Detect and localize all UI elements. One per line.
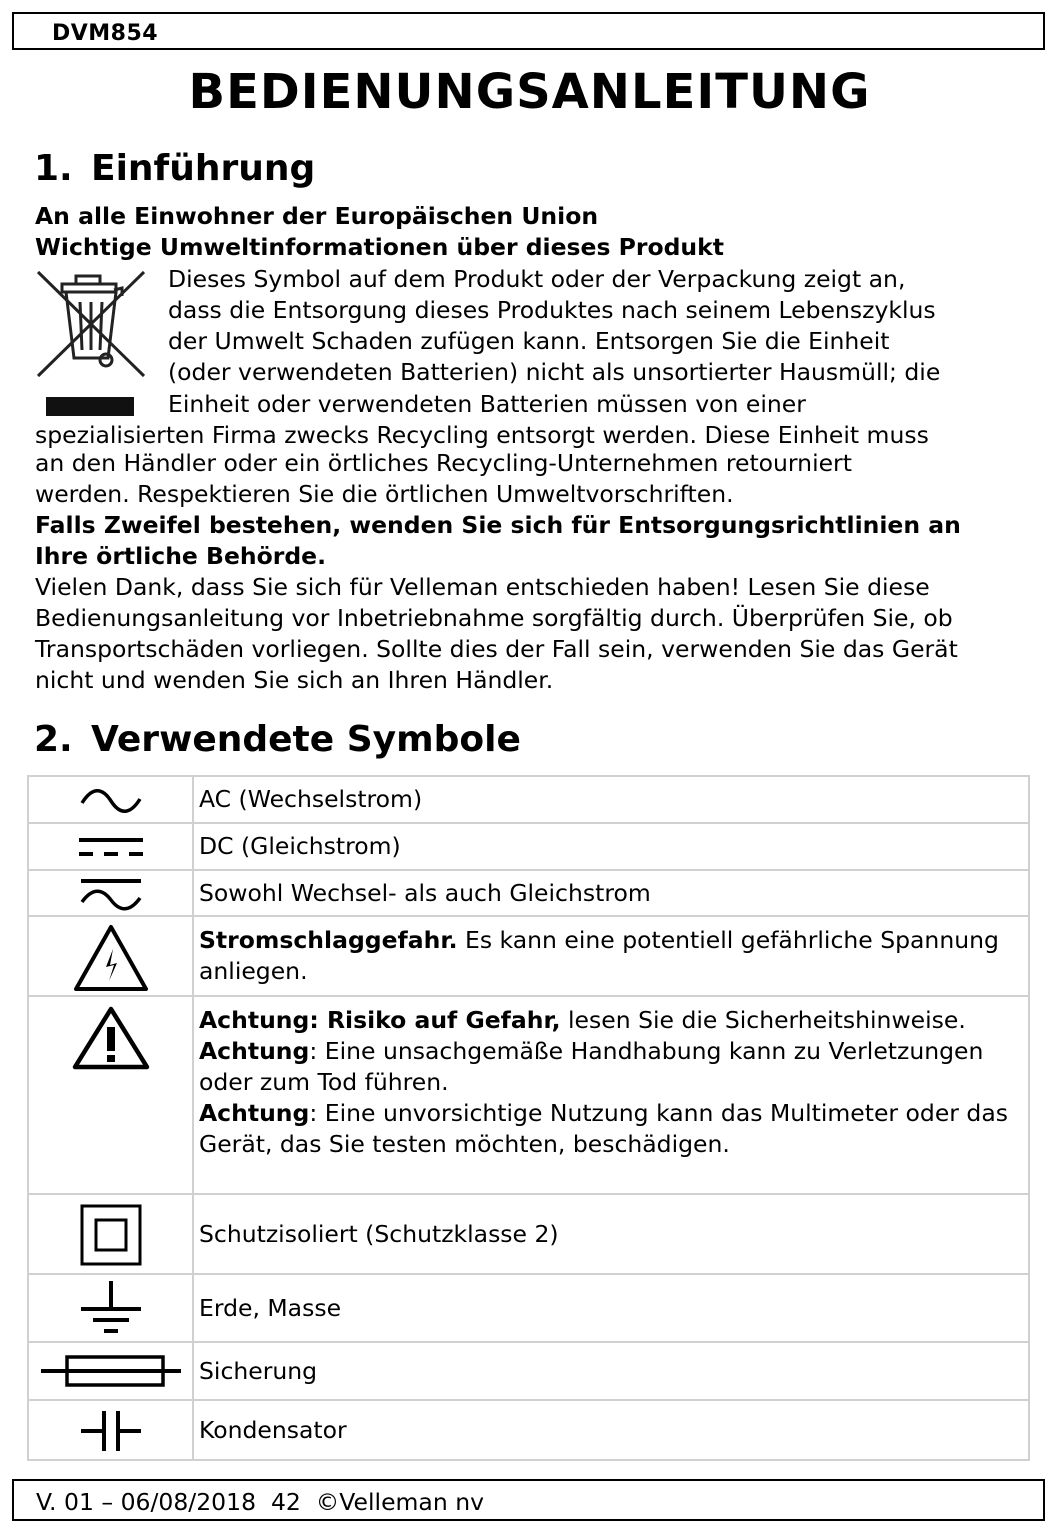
double-insulation-icon [79, 1203, 143, 1267]
dc-icon [75, 830, 147, 866]
symbol-cell [28, 1342, 193, 1400]
symbol-cell [28, 996, 193, 1194]
eu-residents-line: An alle Einwohner der Europäischen Union [35, 202, 599, 230]
symbol-description: DC (Gleichstrom) [193, 823, 1029, 870]
symbol-cell [28, 1194, 193, 1274]
table-row [28, 1342, 1029, 1400]
symbol-description: AC (Wechselstrom) [193, 776, 1029, 823]
symbol-cell [28, 823, 193, 870]
fuse-icon [41, 1351, 181, 1391]
footer-box [12, 1479, 1045, 1521]
table-row [28, 996, 1029, 1194]
section-1-title: Einführung [91, 148, 316, 189]
symbol-description: Sowohl Wechsel- als auch Gleichstrom [193, 870, 1029, 916]
weee-text-line: dass die Entsorgung dieses Produktes nach seinem Lebenszyklus [168, 296, 936, 324]
disposal-doubt-note: Falls Zweifel bestehen, wenden Sie sich für Entsorgungsrichtlinien an Ihre örtliche Behörde. [35, 511, 961, 570]
section-2-heading [34, 719, 521, 760]
table-row [28, 1274, 1029, 1342]
symbol-cell [28, 1400, 193, 1460]
table-row [28, 1400, 1029, 1460]
section-1-heading [34, 148, 315, 189]
ac-dc-icon [76, 874, 146, 914]
section-1-number: 1. [34, 148, 73, 189]
shock-text: Es kann eine potentiell gefährliche Spannung anliegen. [199, 926, 999, 985]
symbol-description [193, 996, 1029, 1194]
warning-line-2 [199, 1036, 1028, 1098]
weee-text-line: der Umwelt Schaden zufügen kann. Entsorgen Sie die Einheit [168, 327, 890, 355]
model-number: DVM854 [52, 21, 159, 46]
warning-bold-label: Achtung [199, 1099, 310, 1127]
section-2-number: 2. [34, 719, 73, 760]
weee-text-line: spezialisierten Firma zwecks Recycling entsorgt werden. Diese Einheit muss [35, 421, 929, 449]
symbol-cell [28, 776, 193, 823]
section-2-title: Verwendete Symbole [91, 719, 521, 760]
warning-text: lesen Sie die Sicherheitshinweise. [560, 1006, 966, 1034]
symbol-cell [28, 1274, 193, 1342]
environment-info-line: Wichtige Umweltinformationen über dieses Produkt [35, 233, 725, 261]
table-row [28, 870, 1029, 916]
warning-text: : Eine unsachgemäße Handhabung kann zu Verletzungen oder zum Tod führen. [199, 1037, 984, 1096]
weee-text-line: Einheit oder verwendeten Batterien müssen von einer [168, 390, 806, 418]
shock-bold-label: Stromschlaggefahr. [199, 926, 458, 954]
warning-text: : Eine unvorsichtige Nutzung kann das Multimeter oder das Gerät, das Sie testen möchten, beschädigen. [199, 1099, 1008, 1158]
capacitor-icon [81, 1409, 141, 1453]
ground-icon [79, 1279, 143, 1339]
symbols-table [27, 775, 1030, 1461]
document-title: BEDIENUNGSANLEITUNG [188, 64, 871, 120]
warning-bold-label: Achtung [199, 1037, 310, 1065]
table-row [28, 823, 1029, 870]
table-row [28, 1194, 1029, 1274]
warning-line-3 [199, 1098, 1028, 1160]
warning-line-1 [199, 1005, 1028, 1036]
table-row [28, 776, 1029, 823]
symbol-description: Kondensator [193, 1400, 1029, 1460]
symbol-description: Schutzisoliert (Schutzklasse 2) [193, 1194, 1029, 1274]
table-row [28, 916, 1029, 996]
symbol-description [193, 916, 1029, 996]
footer-text: V. 01 – 06/08/2018 42 ©Velleman nv [36, 1488, 484, 1516]
symbol-description: Sicherung [193, 1342, 1029, 1400]
thanks-paragraph: Vielen Dank, dass Sie sich für Velleman entschieden haben! Lesen Sie diese Bedienungsanleitung vor Inbetriebnahme sorgfältig durch. Überprüfen Sie, ob Transportschäden vorliegen. Sollte dies der Fall sein, verwenden Sie das Gerät nicht und wenden Sie sich an Ihren Händler. [35, 573, 958, 694]
weee-text-line: werden. Respektieren Sie die örtlichen Umweltvorschriften. [35, 480, 734, 508]
symbol-cell [28, 870, 193, 916]
header-box [12, 12, 1045, 50]
symbol-cell [28, 916, 193, 996]
warning-bold-label: Achtung: Risiko auf Gefahr, [199, 1006, 561, 1034]
weee-text-line: Dieses Symbol auf dem Produkt oder der Verpackung zeigt an, [168, 265, 906, 293]
ac-icon [76, 781, 146, 821]
weee-text-line: an den Händler oder ein örtliches Recycling-Unternehmen retourniert [35, 449, 852, 477]
electric-shock-icon [73, 923, 149, 993]
warning-icon [72, 1005, 150, 1071]
weee-bin-icon [36, 268, 148, 418]
symbol-description: Erde, Masse [193, 1274, 1029, 1342]
weee-text-line: (oder verwendeten Batterien) nicht als unsortierter Hausmüll; die [168, 358, 941, 386]
